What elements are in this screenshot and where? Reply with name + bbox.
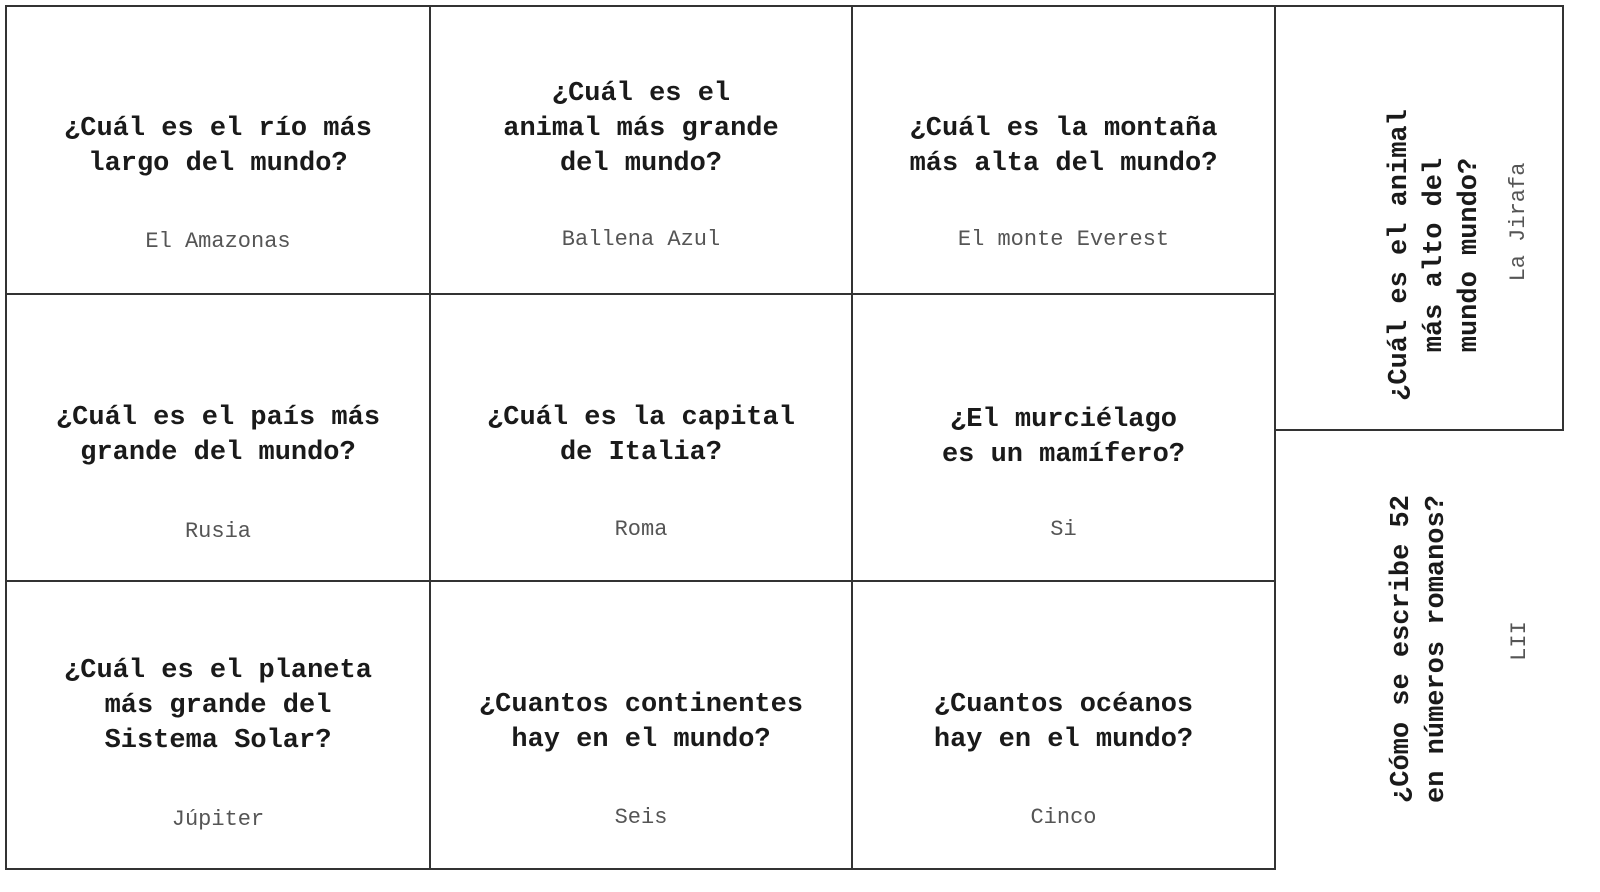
quiz-card-4 [5, 293, 431, 582]
card-answer: Rusia [184, 519, 251, 544]
card-answer: Seis [614, 805, 668, 830]
card-question: ¿Cuál es el planeta más grande del Sistema Solar? [64, 656, 372, 756]
card-question: ¿Cuál es el río más largo del mundo? [64, 114, 372, 179]
quiz-card-side-2-content [1276, 429, 1564, 870]
card-question: ¿Cuál es la capital de Italia? [487, 403, 795, 468]
quiz-card-3 [851, 5, 1276, 295]
card-answer: Ballena Azul [561, 227, 721, 252]
quiz-card-2 [429, 5, 853, 295]
card-question: ¿Cuál es el animal más alto del mundo mundo? [1385, 109, 1485, 401]
card-answer: LII [1507, 621, 1532, 661]
card-answer: La Jirafa [1506, 162, 1531, 282]
card-answer: Si [1050, 517, 1077, 542]
quiz-card-8 [429, 580, 853, 870]
quiz-card-side-1 [1274, 5, 1564, 431]
card-question: ¿Cuantos continentes hay en el mundo? [478, 690, 804, 755]
card-question: ¿Cuál es el animal más grande del mundo? [503, 79, 779, 179]
quiz-card-5 [429, 293, 853, 582]
card-question: ¿Cuál es la montaña más alta del mundo? [909, 114, 1218, 179]
card-question: ¿El murciélago es un mamífero? [941, 405, 1186, 470]
card-answer: Cinco [1030, 805, 1097, 830]
card-question: ¿Cuantos océanos hay en el mundo? [933, 690, 1194, 755]
card-answer: El Amazonas [145, 229, 291, 254]
quiz-card-7 [5, 580, 431, 870]
card-answer: Roma [614, 517, 668, 542]
quiz-card-9 [851, 580, 1276, 870]
card-answer: Júpiter [171, 807, 265, 832]
quiz-card-6 [851, 293, 1276, 582]
card-question: ¿Cuál es el país más grande del mundo? [55, 403, 381, 468]
card-answer: El monte Everest [957, 227, 1170, 252]
card-question: ¿Cómo se escribe 52 en números romanos? [1387, 495, 1452, 803]
quiz-card-1 [5, 5, 431, 295]
